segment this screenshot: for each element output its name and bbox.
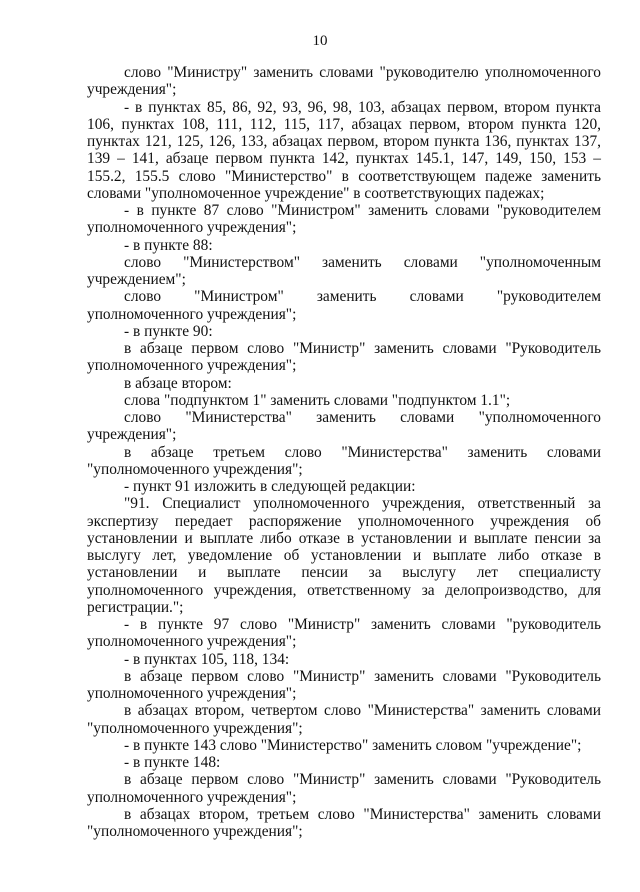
- paragraph-5: слово "Министерством" заменить словами "уполномоченным учреждением";: [87, 253, 601, 288]
- paragraph-2: - в пунктах 85, 86, 92, 93, 96, 98, 103, абзацах первом, втором пункта 106, пунктах 108, 111, 112, 115, 117, абзацах первом, втором пункта 120, пунктах 121, 125, 126, 133, абзацах первом, втором пункта 136, пунктах 137, 139 – 141, абзаце первом пункта 142, пунктах 145.1, 147, 149, 150, 153 – 155.2, 155.5 слово "Министерство" в соответствующем падеже заменить словами "уполномоченное учреждение" в соответствующих падежах;: [87, 98, 601, 202]
- paragraph-17: в абзаце первом слово "Министр" заменить словами "Руководитель уполномоченного учреждения";: [87, 667, 601, 702]
- page-number: 10: [312, 33, 328, 49]
- paragraph-3: - в пункте 87 слово "Министром" заменить словами "руководителем уполномоченного учреждения";: [87, 202, 601, 237]
- paragraph-7: - в пункте 90:: [124, 322, 213, 340]
- paragraph-12: в абзаце третьем слово "Министерства" заменить словами "уполномоченного учреждения";: [87, 443, 601, 478]
- paragraph-14: "91. Специалист уполномоченного учреждения, ответственный за экспертизу передает распоряжение уполномоченного учреждения об установлении и выплате либо отказе в установлении и выплате пенсии за выслугу лет, уведомление об установлении и выплате либо отказе в установлении и выплате пенсии за выслугу лет специалисту уполномоченного учреждения, ответственному за делопроизводство, для регистрации.";: [87, 495, 601, 616]
- paragraph-10: слова "подпунктом 1" заменить словами "подпунктом 1.1";: [124, 391, 511, 409]
- paragraph-11: слово "Министерства" заменить словами "уполномоченного учреждения";: [87, 409, 601, 444]
- document-body: [87, 64, 601, 840]
- paragraph-19: - в пункте 143 слово "Министерство" заменить словом "учреждение";: [124, 736, 582, 754]
- paragraph-20: - в пункте 148:: [124, 754, 221, 771]
- paragraph-1: слово "Министру" заменить словами "руководителю уполномоченного учреждения";: [87, 64, 601, 99]
- paragraph-9: в абзаце втором:: [124, 374, 232, 392]
- paragraph-8: в абзаце первом слово "Министр" заменить словами "Руководитель уполномоченного учреждения";: [87, 340, 601, 375]
- paragraph-6: слово "Министром" заменить словами "руководителем уполномоченного учреждения";: [87, 288, 601, 323]
- paragraph-15: - в пункте 97 слово "Министр" заменить словами "руководитель уполномоченного учреждения";: [87, 616, 601, 651]
- paragraph-18: в абзацах втором, четвертом слово "Министерства" заменить словами "уполномоченного учреждения";: [87, 702, 601, 737]
- paragraph-13: - пункт 91 изложить в следующей редакции:: [124, 478, 416, 495]
- paragraph-21: в абзаце первом слово "Министр" заменить словами "Руководитель уполномоченного учреждения";: [87, 771, 601, 806]
- paragraph-4: - в пункте 88:: [124, 236, 213, 254]
- paragraph-22: в абзацах втором, третьем слово "Министерства" заменить словами "уполномоченного учреждения";: [87, 805, 601, 840]
- paragraph-16: - в пунктах 105, 118, 134:: [124, 650, 290, 668]
